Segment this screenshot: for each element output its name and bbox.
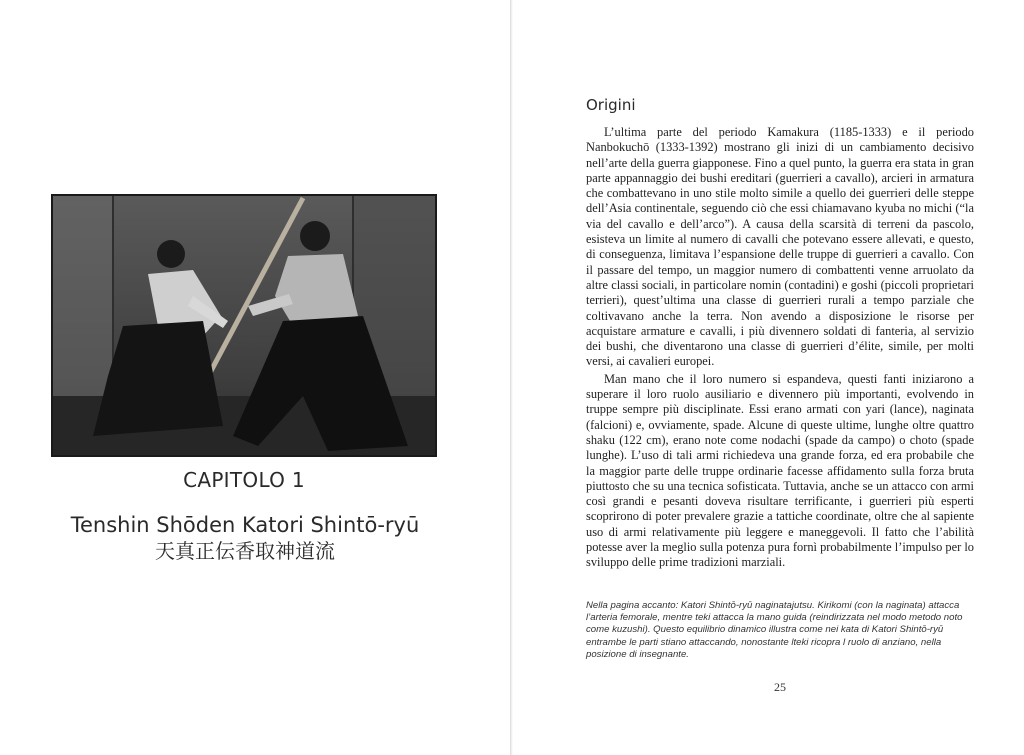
chapter-title	[20, 512, 470, 564]
section-title: Origini	[586, 96, 636, 114]
photo-caption: Nella pagina accanto: Katori Shintō-ryū naginatajutsu. Kirikomi (con la naginata) attacca l’arteria femorale, mentre teki attacca la mano guida (reindirizzata nel modo metodo noto come kuzushi). Questo equilibrio dinamico illustra come nei kata di Katori Shintō-ryū entrambe le parti stiano attaccando, nonostante lteki ricopra l ruolo di anziano, nella posizione di insegnante.	[586, 600, 963, 660]
left-page	[0, 0, 510, 755]
page-number: 25	[774, 680, 786, 694]
chapter-title-kanji: 天真正伝香取神道流	[155, 539, 335, 563]
body-text	[586, 125, 974, 571]
chapter-title-romaji: Tenshin Shōden Katori Shintō-ryū	[70, 513, 420, 537]
photo-illustration	[53, 196, 435, 455]
paragraph: L’ultima parte del periodo Kamakura (1185-1333) e il periodo Nanbokuchō (1333-1392) mostrano gli inizi di un cambiamento decisivo nell’arte della guerra giapponese. Fino a quel punto, la guerra era stata in gran parte appannaggio dei bushi ereditari (guerrieri a cavallo), arcieri in armatura che combattevano in uno stile molto simile a quello dei guerrieri delle steppe dell’Asia continentale, seguendo ciò che essi chiamavano kyuba no michi (“la via del cavallo e dell’arco”). A causa della scarsità di terreni da pascolo, esisteva un limite al numero di cavalli che potevano essere allevati, e questo, di conseguenza, limitava l’espansione delle truppe di guerrieri a cavallo. Con il passare del tempo, un maggior numero di combattenti venne arruolato da altre classi sociali, in particolare nomin (contadini) e goshi (piccoli proprietari terrieri), quest’ultima una classe di guerrieri rurali a tempo parziale che coltivavano anche la terra. Non avendo a disposizione le risorse per acquistare armature e cavalli, i più divennero soldati di fanteria, al servizio dei bushi, che diventarono una classe di guerrieri d’élite, simile, per molti versi, ai cavalieri europei.	[586, 125, 974, 369]
chapter-label: CAPITOLO 1	[183, 468, 305, 492]
paragraph: Man mano che il loro numero si espandeva, questi fanti iniziarono a superare il loro ruolo ausiliario e divennero più importanti, evolvendo in truppe sempre più disciplinate. Essi erano armati con yari (lance), naginata (falcioni) e, ovviamente, spade. Alcune di queste ultime, lunghe oltre quattro shaku (122 cm), erano note come nodachi (spade da campo) o choto (spade lunghe). L’uso di tali armi richiedeva una grande forza, ed era probabile che la maggior parte delle truppe ordinarie facesse affidamento sulla forza bruta piuttosto che su una tecnica sofisticata. Tuttavia, anche se un attacco con armi così grandi e pesanti doveva risultare terrificante, i guerrieri più esperti scoprirono di poter prevalere grazie a tattiche coordinate, oltre che al sapiente uso di armi relativamente più leggere e maneggevoli. Il fatto che l’abilità potesse aver la meglio sulla potenza pura fornì probabilmente l’impulso per lo sviluppo delle prime tradizioni marziali.	[586, 371, 974, 570]
martial-arts-photo	[51, 194, 437, 457]
